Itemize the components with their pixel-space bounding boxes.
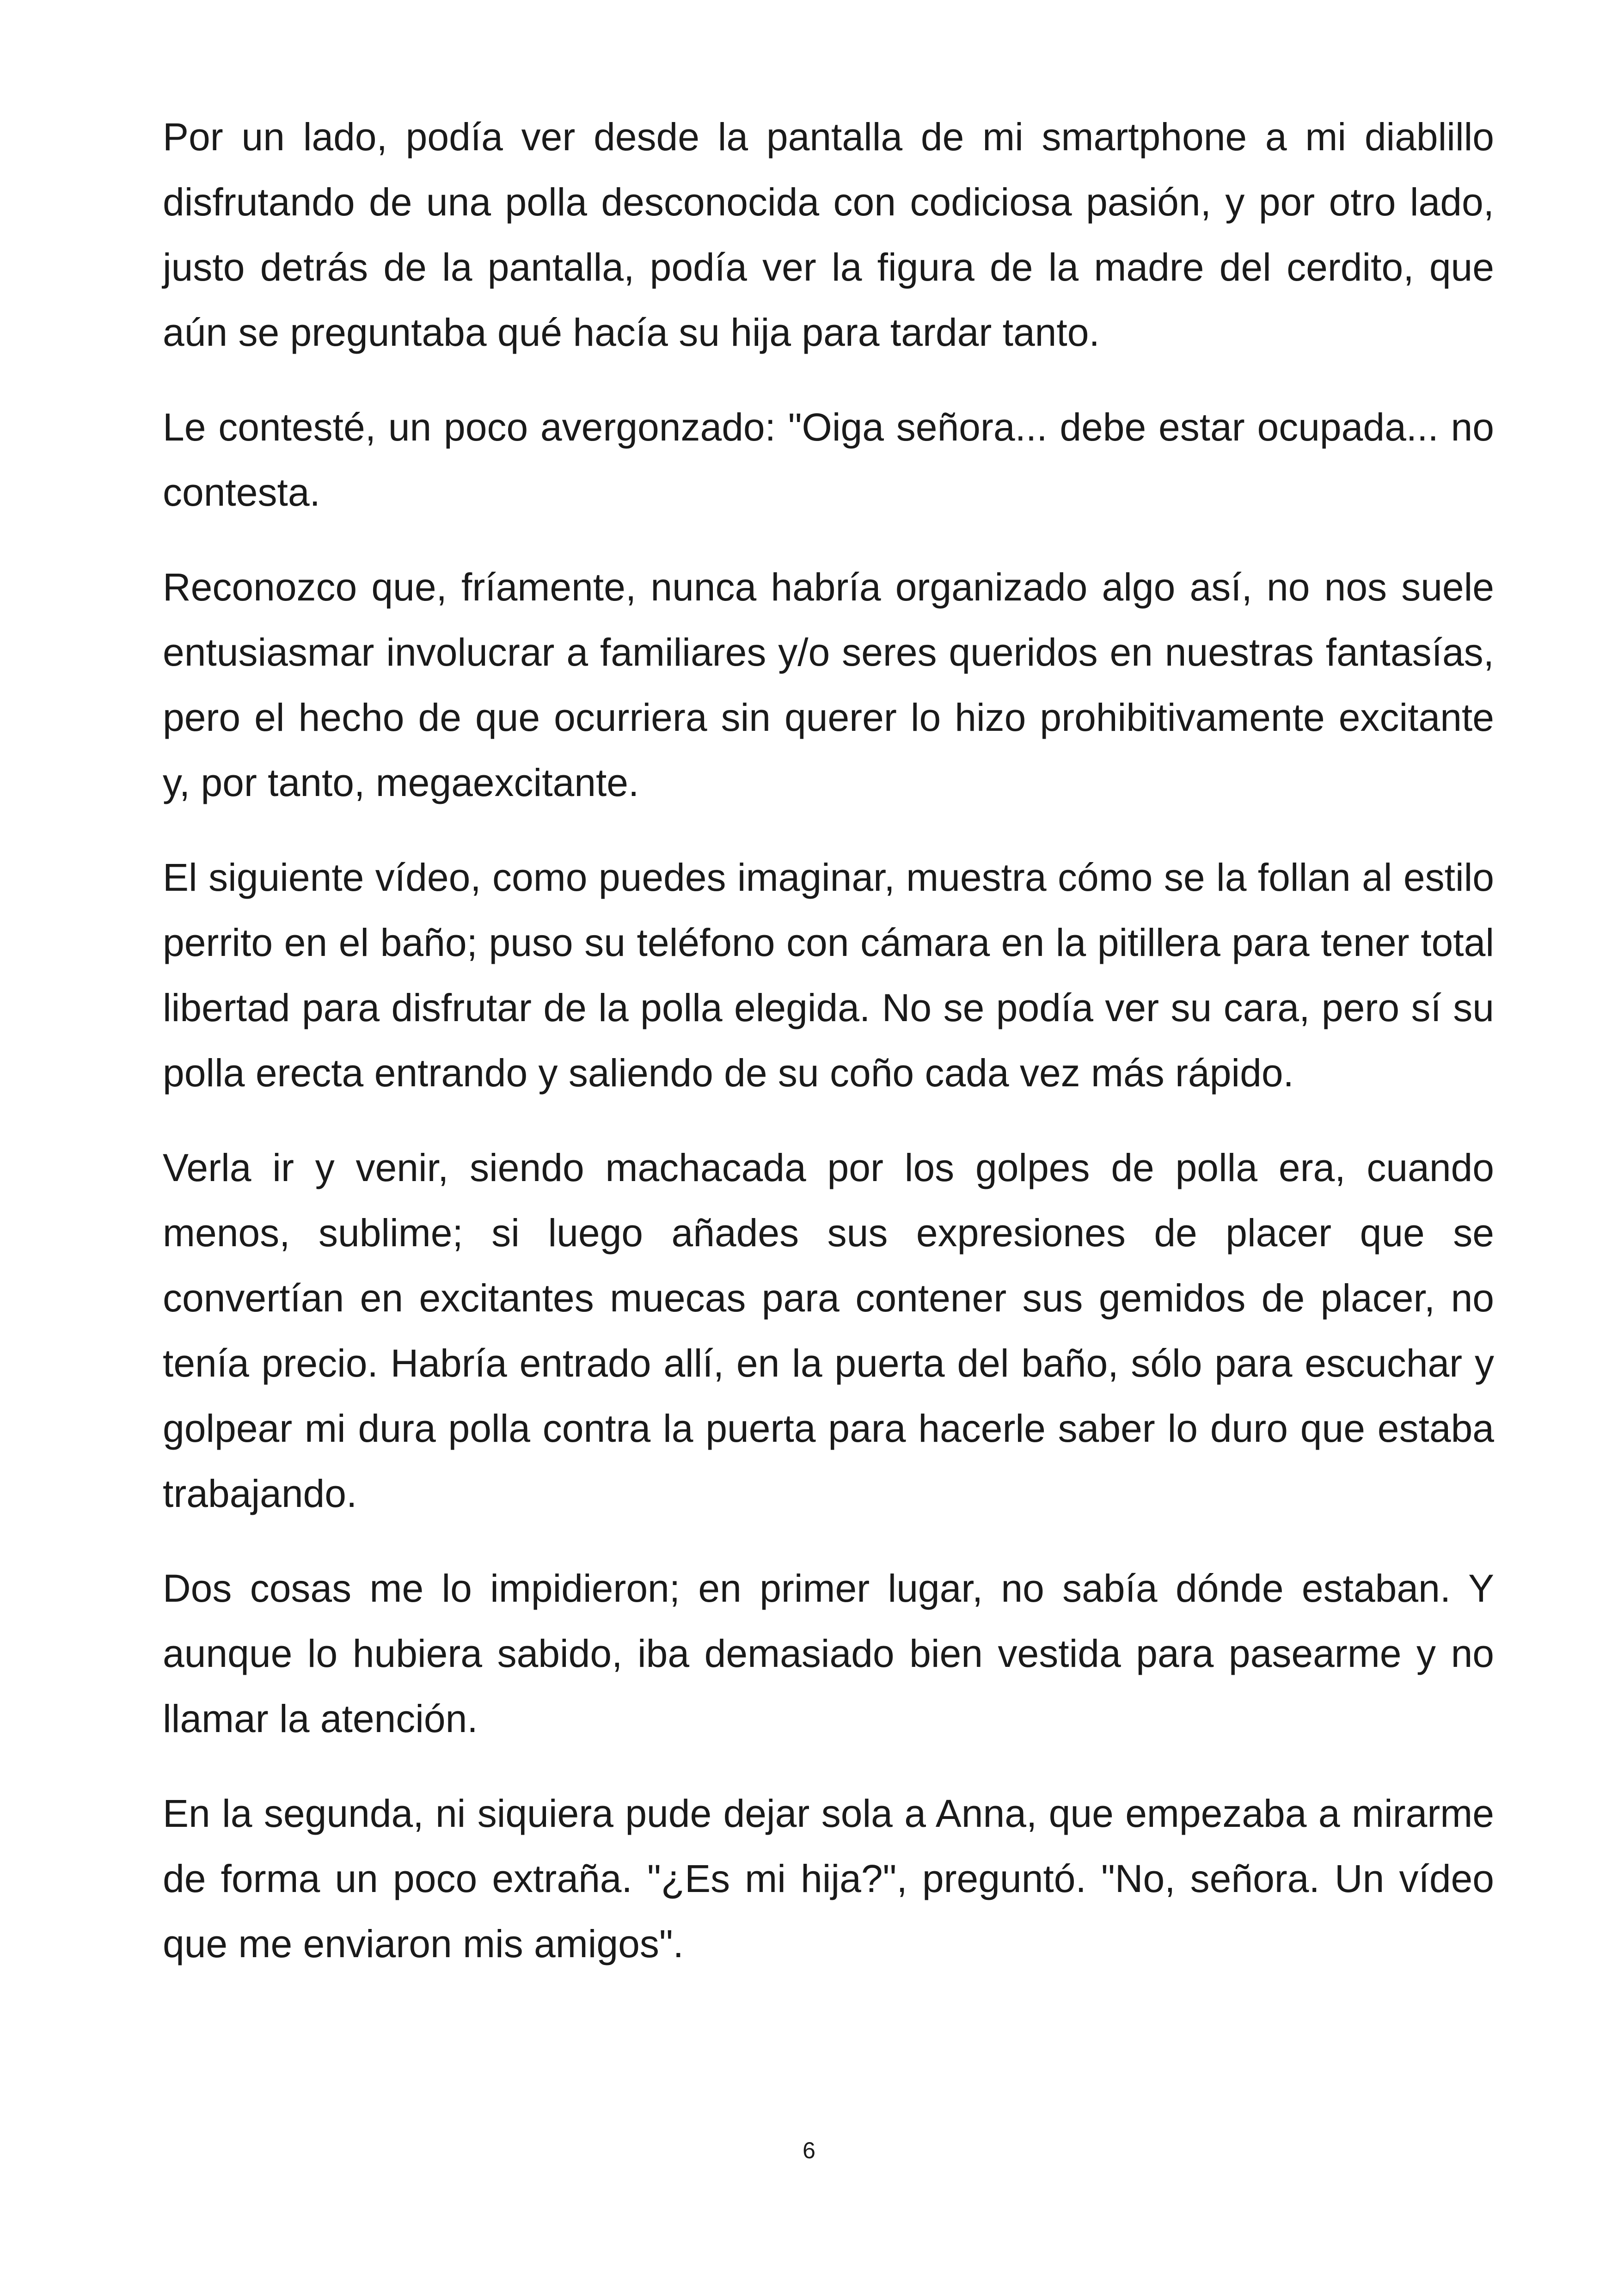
paragraph-2: Le contesté, un poco avergonzado: "Oiga señora... debe estar ocupada... no contesta.	[163, 405, 1494, 514]
paragraph-4: El siguiente vídeo, como puedes imaginar, muestra cómo se la follan al estilo perrito en el baño; puso su teléfono con cámara en la pitillera para tener total libertad para disfrutar de la polla elegida. No se podía ver su cara, pero sí su polla erecta entrando y saliendo de su coño cada vez más rápido.	[163, 856, 1494, 1095]
paragraph-6: Dos cosas me lo impidieron; en primer lugar, no sabía dónde estaban. Y aunque lo hubiera sabido, iba demasiado bien vestida para pasearme y no llamar la atención.	[163, 1567, 1494, 1740]
body-text	[163, 104, 1494, 2006]
paragraph-7: En la segunda, ni siquiera pude dejar sola a Anna, que empezaba a mirarme de forma un poco extraña. "¿Es mi hija?", preguntó. "No, señora. Un vídeo que me enviaron mis amigos".	[163, 1792, 1494, 1965]
page-number: 6	[803, 2137, 815, 2163]
paragraph-5: Verla ir y venir, siendo machacada por los golpes de polla era, cuando menos, sublime; si luego añades sus expresiones de placer que se convertían en excitantes muecas para contener sus gemidos de placer, no tenía precio. Habría entrado allí, en la puerta del baño, sólo para escuchar y golpear mi dura polla contra la puerta para hacerle saber lo duro que estaba trabajando.	[163, 1146, 1494, 1515]
paragraph-3: Reconozco que, fríamente, nunca habría organizado algo así, no nos suele entusiasmar involucrar a familiares y/o seres queridos en nuestras fantasías, pero el hecho de que ocurriera sin querer lo hizo prohibitivamente excitante y, por tanto, megaexcitante.	[163, 565, 1494, 804]
paragraph-1: Por un lado, podía ver desde la pantalla de mi smartphone a mi diablillo disfrutando de una polla desconocida con codiciosa pasión, y por otro lado, justo detrás de la pantalla, podía ver la figura de la madre del cerdito, que aún se preguntaba qué hacía su hija para tardar tanto.	[163, 115, 1494, 354]
